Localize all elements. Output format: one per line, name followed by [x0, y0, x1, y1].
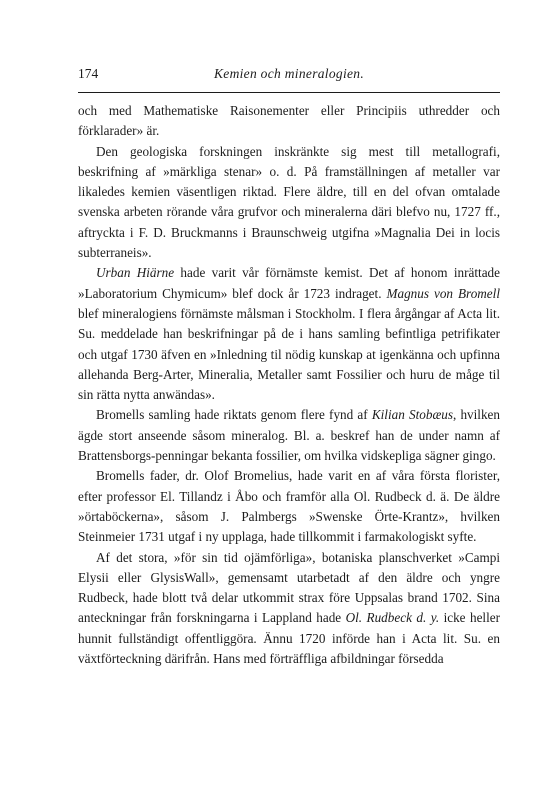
body-text — [78, 101, 500, 669]
italic-name-run: Magnus von Bromell — [386, 285, 500, 301]
text-run: Bromells samling hade riktats genom flere fynd af — [96, 407, 372, 423]
italic-name-run: Urban Hiärne — [96, 265, 175, 281]
paragraph — [78, 466, 500, 547]
text-run: , hvilken ägde stort anseende såsom mineralog. Bl. a. beskref han de under namn af Brattensborgs-penningar bekanta fossilier, om hvilka vidskepliga sägner gingo. — [78, 407, 500, 464]
paragraph — [78, 263, 500, 405]
header-rule — [78, 92, 500, 93]
book-page — [78, 66, 500, 669]
running-head — [78, 66, 500, 86]
page-number: 174 — [78, 66, 99, 81]
running-title: Kemien och mineralogien. — [213, 66, 365, 81]
text-run: Bromells fader, dr. Olof Bromelius, hade varit en af våra första florister, efter professor El. Tillandz i Åbo och framför alla Ol. Rudbeck d. ä. De äldre »örtaböckerna», såsom J. Palmbergs »Swenske Örte-Krantz», hvilken Steinmeier 1731 utgaf i ny upplaga, hade tillkommit i farmakologiskt syfte. — [78, 468, 500, 545]
text-run: blef mineralogiens förnämste målsman i Stockholm. I flera årgångar af Acta lit. Su. meddelade han beskrifningar på de i hans samling befintliga petrifikater och utgaf 1730 äfven en »Inledning til nödig kunskap at igenkänna och upfinna allehanda Berg-Arter, Mineralia, Metaller samt Fossilier och huru de måge til sin rätta nytta anwändas». — [78, 305, 500, 403]
paragraph — [78, 548, 500, 670]
text-run: icke heller hunnit fullständigt offentliggöra. Ännu 1720 införde han i Acta lit. Su. en växtförteckning därifrån. Hans med förträffliga afbildningar försedda — [78, 610, 500, 667]
italic-name-run: Kilian Stobæus — [371, 407, 453, 423]
text-run: hade varit vår förnämste kemist. Det af honom inrättade »Laboratorium Chymicum» blef dock år 1723 indraget. — [78, 265, 500, 301]
text-run: och med Mathematiske Raisonementer eller Principiis uthredder och förklarader» är. — [78, 103, 500, 139]
paragraph — [78, 142, 500, 264]
text-run: Af det stora, »för sin tid ojämförliga», botaniska planschverket »Campi Elysii eller GlysisWall», gemensamt utarbetadt af den äldre och yngre Rudbeck, hade blott två delar utkommit strax före Uppsalas brand 1702. Sina anteckningar från forskningarna i Lappland hade — [78, 549, 500, 626]
paragraph — [78, 405, 500, 466]
text-run: Den geologiska forskningen inskränkte sig mest till metallografi, beskrifning af »märkliga stenar» o. d. På framställningen af metaller var likaledes kemien väsentligen riktad. Flere äldre, till en del ofvan omtalade svenska arbeten rörande våra grufvor och mineralerna däri blefvo nu, 1727 ff., aftryckta i F. D. Bruckmanns i Braunschweig utgifna »Magnalia Dei in locis subterraneis». — [78, 143, 500, 261]
paragraph — [78, 101, 500, 142]
italic-name-run: Ol. Rudbeck d. y. — [345, 610, 440, 626]
